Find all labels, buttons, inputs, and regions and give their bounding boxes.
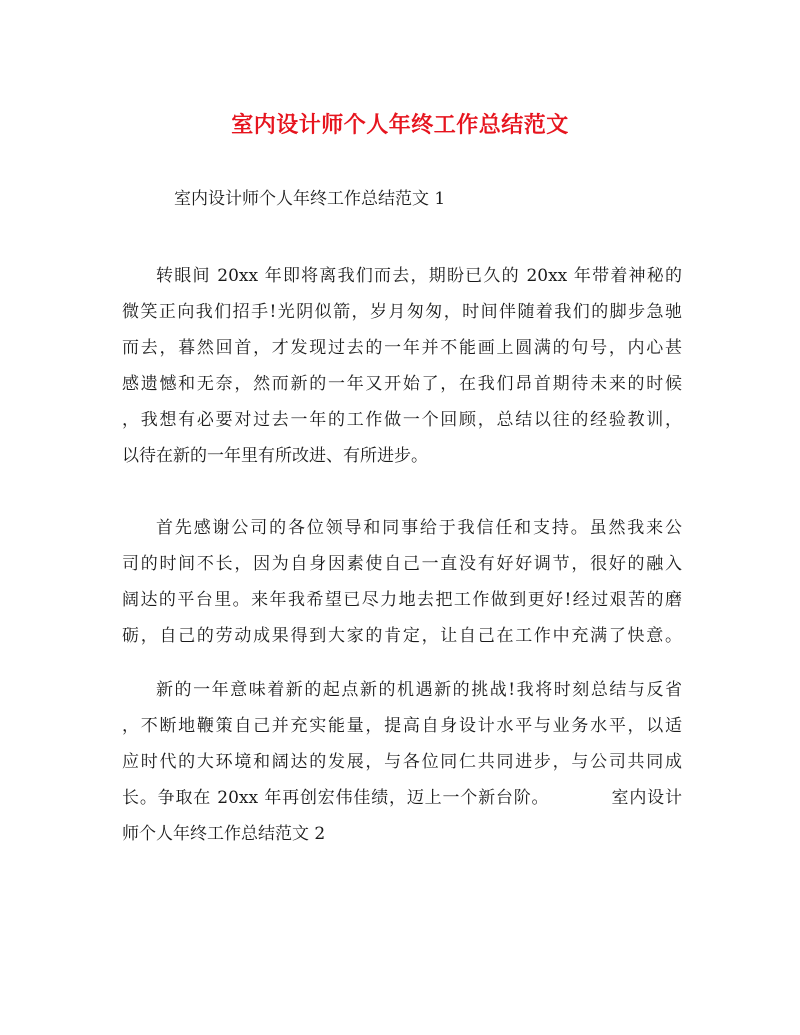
- paragraph-line: 砺，自己的劳动成果得到大家的肯定，让自己在工作中充满了快意。: [122, 626, 682, 646]
- paragraph-line: 微笑正向我们招手!光阴似箭，岁月匆匆，时间伴随着我们的脚步急驰: [122, 302, 682, 322]
- paragraph-line: 师个人年终工作总结范文 2: [122, 824, 326, 844]
- paragraph-line: 新的一年意味着新的起点新的机遇新的挑战!我将时刻总结与反省: [156, 680, 682, 700]
- paragraph-line: 长。争取在 20xx 年再创宏伟佳绩，迈上一个新台阶。 室内设计: [122, 788, 682, 808]
- paragraph-line: 司的时间不长，因为自身因素使自己一直没有好好调节，很好的融入: [122, 554, 682, 574]
- paragraph-line: 转眼间 20xx 年即将离我们而去，期盼已久的 20xx 年带着神秘的: [156, 266, 682, 286]
- paragraph-2: [122, 510, 682, 654]
- paragraph-line: 以待在新的一年里有所改进、有所进步。: [122, 446, 428, 466]
- paragraph-line: ，我想有必要对过去一年的工作做一个回顾，总结以往的经验教训，: [122, 410, 682, 430]
- paragraph-1: [122, 258, 682, 474]
- paragraph-line: 首先感谢公司的各位领导和同事给于我信任和支持。虽然我来公: [156, 518, 682, 538]
- paragraph-line: ，不断地鞭策自己并充实能量，提高自身设计水平与业务水平，以适: [122, 716, 682, 736]
- paragraph-line: 感遗憾和无奈，然而新的一年又开始了，在我们昂首期待未来的时候: [122, 374, 682, 394]
- paragraph-3: [122, 672, 682, 852]
- section-heading: 室内设计师个人年终工作总结范文 1: [174, 189, 446, 209]
- paragraph-line: 应时代的大环境和阔达的发展，与各位同仁共同进步，与公司共同成: [122, 752, 682, 772]
- paragraph-line: 阔达的平台里。来年我希望已尽力地去把工作做到更好!经过艰苦的磨: [122, 590, 682, 610]
- paragraph-line: 而去，暮然回首，才发现过去的一年并不能画上圆满的句号，内心甚: [122, 338, 682, 358]
- document-title: 室内设计师个人年终工作总结范文: [231, 112, 569, 138]
